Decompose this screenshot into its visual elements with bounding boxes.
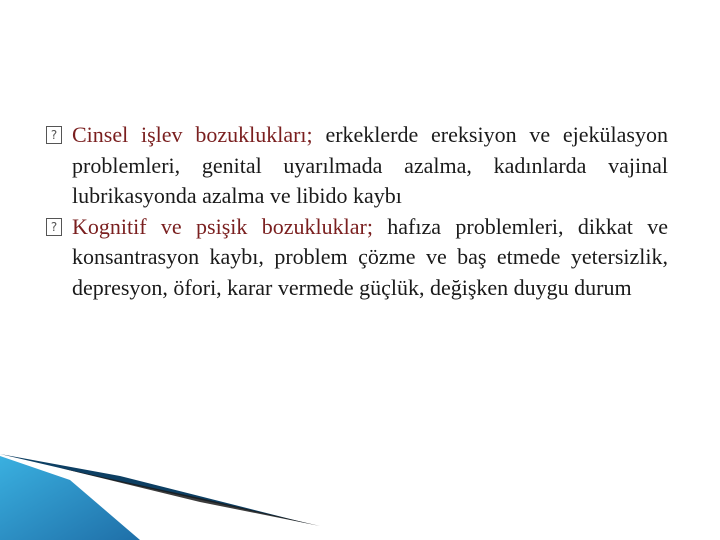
- missing-glyph-box-icon: ?: [46, 218, 62, 236]
- bullet-text: hafıza problemleri, dikkat ve konsantrasyon kaybı, problem çözme ve baş etmede yetersizlik, depresyon, öfori, karar vermede güçlük, değişken duygu durum: [72, 213, 668, 300]
- bullet-lead: Kognitif ve psişik bozukluklar;: [72, 213, 373, 239]
- bullet-item-sexual-dysfunction: [46, 120, 668, 212]
- bullet-item-cognitive-disorders: [46, 212, 668, 304]
- bullet-list: [46, 120, 668, 303]
- bullet-text: erkeklerde ereksiyon ve ejekülasyon problemleri, genital uyarılmada azalma, kadınlarda vajinal lubrikasyonda azalma ve libido kaybı: [72, 122, 668, 208]
- bullet-lead: Cinsel işlev bozuklukları;: [72, 122, 313, 147]
- missing-glyph-box-icon: ?: [46, 126, 62, 144]
- decorative-swoosh: [0, 420, 720, 540]
